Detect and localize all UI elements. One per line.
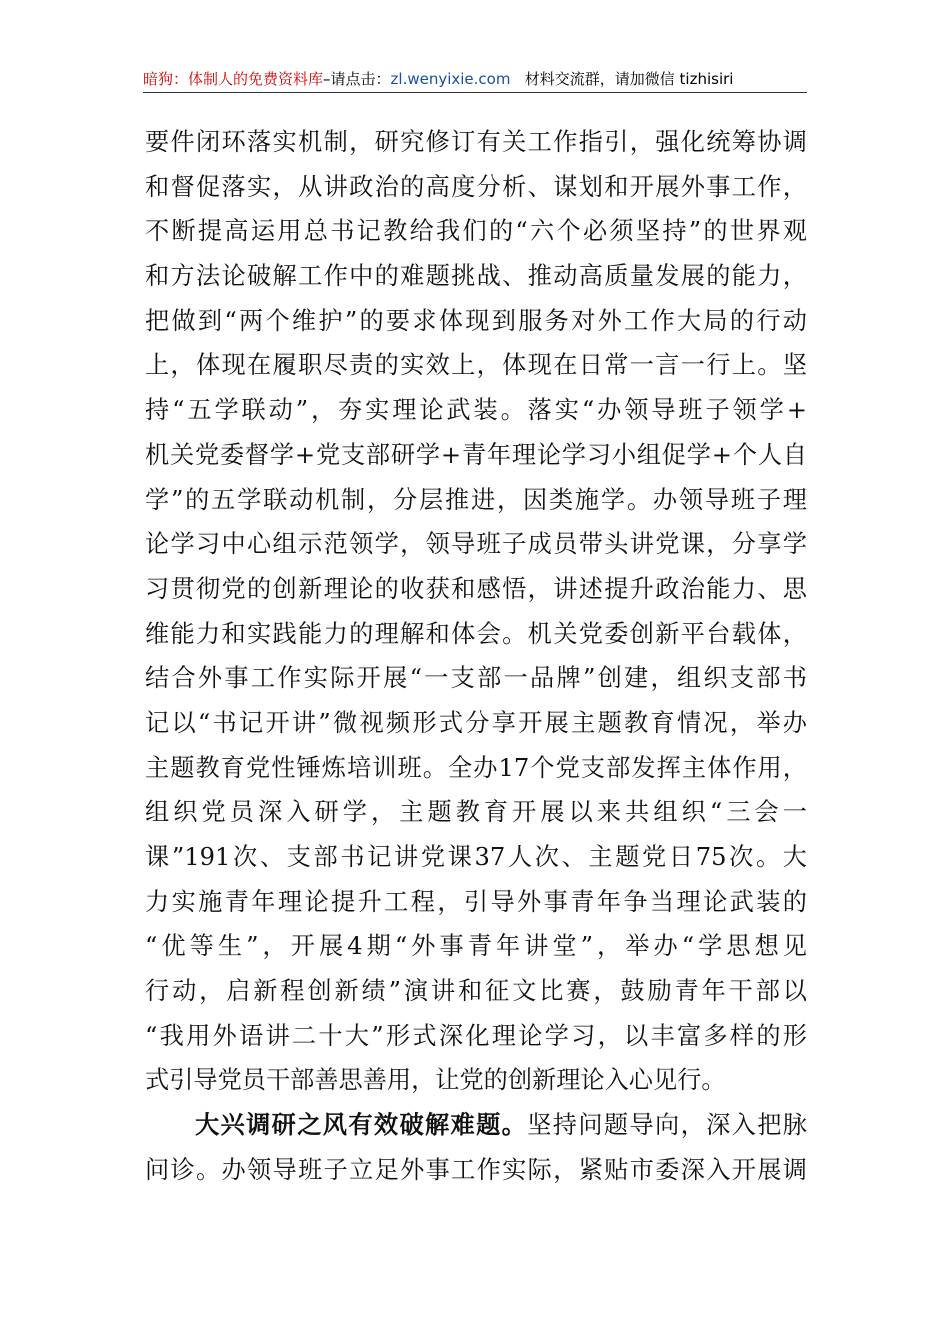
body-line: 不断提高运用总书记教给我们的“六个必须坚持”的世界观 bbox=[145, 217, 807, 246]
paragraph-2-text: 坚持问题导向，深入把脉 bbox=[527, 1111, 807, 1140]
header-brand: 暗狗：体制人的免费资料库 bbox=[143, 70, 324, 88]
body-line: 机关党委督学+党支部研学+青年理论学习小组促学+个人自 bbox=[145, 440, 807, 469]
body-line: 课”191次、支部书记讲党课37人次、主题党日75次。大 bbox=[145, 843, 807, 871]
body-line: 问诊。办领导班子立足外事工作实际，紧贴市委深入开展调 bbox=[145, 1155, 807, 1184]
body-line: 组织党员深入研学，主题教育开展以来共组织“三会一 bbox=[145, 798, 807, 827]
body-line: 学”的五学联动机制，分层推进，因类施学。办领导班子理 bbox=[145, 485, 807, 514]
body-line: 要件闭环落实机制，研究修订有关工作指引，强化统筹协调 bbox=[145, 128, 807, 156]
header-url-link[interactable]: zl.wenyixie.com bbox=[390, 70, 511, 88]
body-line: 把做到“两个维护”的要求体现到服务对外工作大局的行动 bbox=[145, 306, 807, 335]
paragraph-2-first-line bbox=[145, 1103, 807, 1148]
body-line: 力实施青年理论提升工程，引导外事青年争当理论武装的 bbox=[145, 887, 807, 916]
body-line: 和方法论破解工作中的难题挑战、推动高质量发展的能力， bbox=[145, 262, 807, 291]
header-wechat-note: 材料交流群，请加微信 tizhisiri bbox=[524, 70, 734, 88]
body-line: 和督促落实，从讲政治的高度分析、谋划和开展外事工作， bbox=[145, 172, 807, 201]
body-line: “优等生”，开展4期“外事青年讲堂”，举办“学思想见 bbox=[145, 932, 807, 961]
body-line: 式引导党员干部善思善用，让党的创新理论入心见行。 bbox=[145, 1066, 726, 1095]
body-line: 上，体现在履职尽责的实效上，体现在日常一言一行上。坚 bbox=[145, 351, 807, 380]
header-prompt: –请点击： bbox=[323, 70, 391, 88]
body-line: 行动，启新程创新绩”演讲和征文比赛，鼓励青年干部以 bbox=[145, 977, 807, 1006]
document-body bbox=[145, 120, 807, 1193]
body-line: 论学习中心组示范领学，领导班子成员带头讲党课，分享学 bbox=[145, 530, 807, 559]
body-line: 记以“书记开讲”微视频形式分享开展主题教育情况，举办 bbox=[145, 708, 807, 737]
body-line: 习贯彻党的创新理论的收获和感悟，讲述提升政治能力、思 bbox=[145, 574, 807, 603]
paragraph-2-heading: 大兴调研之风有效破解难题。 bbox=[195, 1110, 528, 1140]
body-line: 主题教育党性锤炼培训班。全办17个党支部发挥主体作用， bbox=[145, 753, 807, 782]
body-line: “我用外语讲二十大”形式深化理论学习，以丰富多样的形 bbox=[145, 1021, 807, 1050]
body-line: 结合外事工作实际开展“一支部一品牌”创建，组织支部书 bbox=[145, 664, 807, 693]
page-header bbox=[143, 66, 807, 93]
body-line: 维能力和实践能力的理解和体会。机关党委创新平台载体， bbox=[145, 619, 807, 648]
body-line: 持“五学联动”，夯实理论武装。落实“办领导班子领学+ bbox=[145, 396, 807, 425]
